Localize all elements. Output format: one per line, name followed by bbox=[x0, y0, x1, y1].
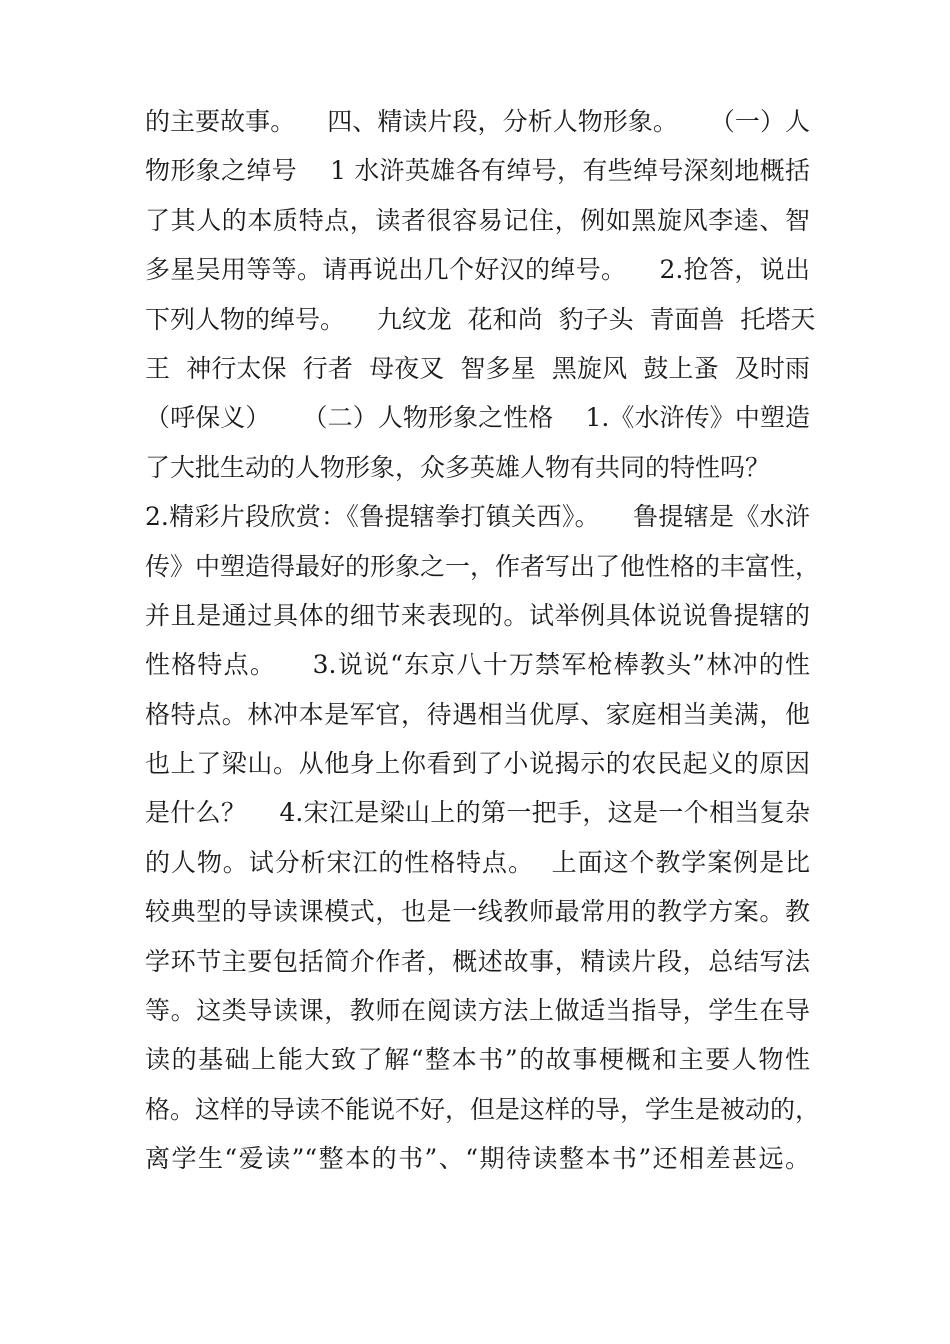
text-line-1: 的主要故事。 四、精读片段，分析人物形象。 （一）人 bbox=[145, 107, 810, 136]
text-line-19: 等。这类导读课，教师在阅读方法上做适当指导，学生在导 bbox=[145, 996, 810, 1026]
text-line-18: 学环节主要包括简介作者，概述故事，精读片段，总结写法 bbox=[145, 946, 810, 976]
text-line-11: 并且是通过具体的细节来表现的。试举例具体说说鲁提辖的 bbox=[145, 600, 810, 630]
text-line-20: 读的基础上能大致了解“整本书”的故事梗概和主要人物性 bbox=[145, 1045, 810, 1075]
text-line-7: （呼保义） （二）人物形象之性格 1.《水浒传》中塑造 bbox=[145, 403, 810, 433]
text-line-17: 较典型的导读课模式，也是一线教师最常用的教学方案。教 bbox=[145, 897, 810, 927]
text-line-9: 2.精彩片段欣赏：《鲁提辖拳打镇关西》。 鲁提辖是《水浒 bbox=[145, 502, 810, 532]
text-line-8: 了大批生动的人物形象，众多英雄人物有共同的特性吗？ bbox=[145, 452, 771, 482]
text-line-6: 王 神行太保 行者 母夜叉 智多星 黑旋风 鼓上蚤 及时雨 bbox=[145, 353, 810, 383]
text-line-15: 是什么？ 4.宋江是梁山上的第一把手，这是一个相当复杂 bbox=[145, 798, 810, 828]
text-line-21: 格。这样的导读不能说不好，但是这样的导，学生是被动的， bbox=[145, 1094, 821, 1124]
text-line-12: 性格特点。 3.说说“东京八十万禁军枪棒教头”林冲的性 bbox=[145, 650, 810, 680]
text-line-16: 的人物。试分析宋江的性格特点。 上面这个教学案例是比 bbox=[145, 847, 810, 877]
text-line-22: 离学生“爱读”“整本的书”、“期待读整本书”还相差甚远。 bbox=[145, 1144, 810, 1174]
text-line-2: 物形象之绰号 1 水浒英雄各有绰号，有些绰号深刻地概括 bbox=[145, 156, 810, 186]
text-line-14: 也上了梁山。从他身上你看到了小说揭示的农民起义的原因 bbox=[145, 749, 810, 779]
body-text bbox=[145, 97, 821, 1184]
text-line-13: 格特点。林冲本是军官，待遇相当优厚、家庭相当美满，他 bbox=[145, 699, 810, 729]
text-line-4: 多星吴用等等。请再说出几个好汉的绰号。 2.抢答，说出 bbox=[145, 255, 810, 285]
text-line-10: 传》中塑造得最好的形象之一，作者写出了他性格的丰富性， bbox=[145, 551, 821, 581]
text-line-3: 了其人的本质特点，读者很容易记住，例如黑旋风李逵、智 bbox=[145, 205, 810, 235]
text-line-5: 下列人物的绰号。 九纹龙 花和尚 豹子头 青面兽 托塔天 bbox=[145, 304, 816, 334]
